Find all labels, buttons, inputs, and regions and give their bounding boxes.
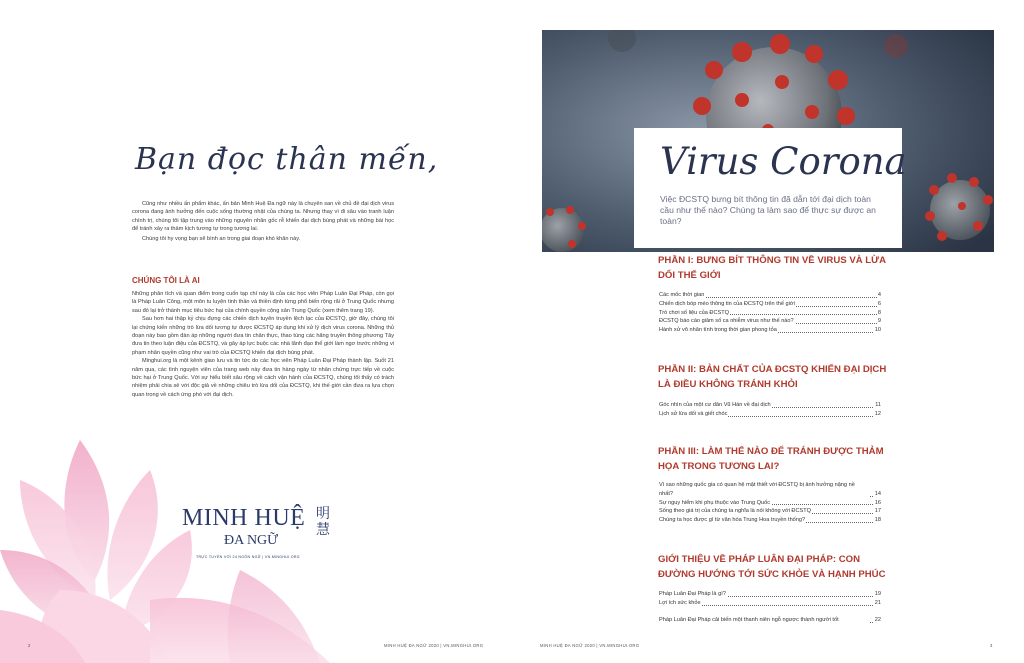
who-we-are-heading: CHÚNG TÔI LÀ AI: [132, 276, 200, 285]
toc-entry-label: Pháp Luân Đại Pháp cải biến một thanh niên ngỗ ngược thành người tốt: [659, 616, 870, 625]
toc-entry-page: 19: [874, 591, 881, 597]
toc-entry[interactable]: [659, 326, 881, 335]
toc-entry-label: Các mốc thời gian: [659, 292, 705, 298]
toc-section-title: PHẦN I: BƯNG BÍT THÔNG TIN VỀ VIRUS VÀ LỪA DỐI THẾ GIỚI: [658, 255, 886, 281]
who-paragraph: Minghui.org là một kênh giao lưu và tin tức do các học viên Pháp Luân Đại Pháp thành lập. Suốt 21 năm qua, các tình nguyện viên của trang web này đưa tin hàng ngày từ nhân chứng trực tiếp về cuộc bức hại ở Trung Quốc. Với sự hiểu biết sâu rộng về cách vận hành của ĐCSTQ, chúng tôi thấy có trách nhiệm phải chia sẻ với độc giả về những chiêu trò lừa dối của ĐCSTQ, khi thế giới cần đưa ra lựa chọn quan trọng về cách ứng phó với đại dịch.: [132, 358, 394, 398]
toc-entry-label: Chúng ta học được gì từ văn hóa Trung Hoa truyền thống?: [659, 517, 806, 524]
toc-entry-page: 10: [874, 327, 881, 334]
toc-entry[interactable]: [659, 401, 881, 410]
page-footer: MINH HUỆ ĐA NGỮ 2020 | VN.MINGHUI.ORG: [384, 643, 484, 648]
toc-entry-label: Lợi ích sức khỏe: [659, 599, 701, 606]
toc-entry-label: Pháp Luân Đại Pháp là gì?: [659, 591, 726, 597]
page-subtitle: Việc ĐCSTQ bưng bít thông tin đã dẫn tới đại dịch toàn cầu như thế nào? Chúng ta làm sao để thực sự được an toàn?: [660, 194, 876, 226]
toc-list: [659, 481, 881, 525]
page-number: 2: [28, 643, 31, 648]
toc-entry[interactable]: [659, 599, 881, 608]
toc-entry[interactable]: [659, 309, 881, 318]
toc-list: [659, 401, 881, 419]
toc-section-title: GIỚI THIỆU VỀ PHÁP LUÂN ĐẠI PHÁP: CON ĐƯỜNG HƯỚNG TỚI SỨC KHỎE VÀ HẠNH PHÚC: [658, 554, 886, 580]
toc-list: [659, 590, 881, 625]
right-page: [512, 0, 1024, 663]
intro-text: [132, 200, 394, 244]
toc-entry[interactable]: [659, 507, 881, 516]
toc-entry[interactable]: [659, 291, 881, 300]
toc-entry-page: 16: [874, 499, 881, 506]
toc-entry-page: 22: [874, 617, 881, 624]
toc-entry-page: 4: [877, 292, 881, 298]
toc-entry-page: 21: [874, 599, 881, 606]
toc-entry-label: Sống theo giá trị của chúng ta nghĩa là nói không với ĐCSTQ: [659, 508, 811, 515]
toc-section-title: PHẦN III: LÀM THẾ NÀO ĐỂ TRÁNH ĐƯỢC THẢM HỌA TRONG TƯƠNG LAI?: [658, 446, 884, 472]
toc-section-title: PHẦN II: BẢN CHẤT CỦA ĐCSTQ KHIẾN ĐẠI DỊCH LÀ ĐIỀU KHÔNG TRÁNH KHỎI: [658, 364, 887, 390]
who-we-are-text: [132, 290, 394, 399]
toc-entry[interactable]: [659, 516, 881, 525]
toc-entry[interactable]: [659, 410, 881, 419]
toc-entry[interactable]: [659, 300, 881, 309]
toc-entry-label: Hành xử vô nhân tính trong thời gian phong tỏa: [659, 327, 777, 334]
intro-paragraph: Chúng tôi hy vọng bạn sẽ bình an trong giai đoạn khó khăn này.: [142, 235, 301, 242]
toc-entry-label: Sự nguy hiểm khi phụ thuộc vào Trung Quốc: [659, 499, 771, 506]
greeting-heading: Bạn đọc thân mến,: [135, 142, 439, 177]
logo-tagline: TRỰC TUYẾN VỚI 24 NGÔN NGỮ | VN.MINGHUI.ORG: [196, 555, 300, 559]
logo-sub-text: ĐA NGỮ: [224, 533, 279, 548]
page-number: 3: [990, 643, 993, 648]
page-title: Virus Corona: [660, 140, 907, 183]
toc-entry-label: Trò chơi số liệu của ĐCSTQ: [659, 309, 729, 316]
toc-entry-page: 14: [874, 490, 881, 497]
minghui-logo: [182, 505, 330, 559]
toc-entry[interactable]: [659, 317, 881, 326]
toc-entry[interactable]: [659, 608, 881, 626]
toc-entry-page: 6: [877, 300, 881, 307]
who-paragraph: Những phân tích và quan điểm trong cuốn tạp chí này là của các học viên Pháp Luân Đại Pháp, còn gọi là Pháp Luân Công, một môn tu luyện tinh thần và thiền định từng phổ biến rộng rãi ở Trung Quốc nhưng sau đó lại trở thành mục tiêu bức hại của chính quyền cộng sản Trung Quốc (xem thêm trang 19).: [132, 291, 394, 314]
toc-entry-label: Vì sao những quốc gia có quan hệ mật thiết với ĐCSTQ bị ảnh hưởng nặng nề nhất?: [659, 481, 870, 499]
toc-entry-page: 8: [877, 309, 881, 316]
toc-entry-page: 17: [874, 508, 881, 515]
toc-entry-label: Góc nhìn của một cư dân Vũ Hán về đại dịch: [659, 402, 771, 408]
page-footer: MINH HUỆ ĐA NGỮ 2020 | VN.MINGHUI.ORG: [540, 643, 640, 648]
logo-chinese-text: 明慧: [316, 505, 330, 537]
toc-entry-label: Lịch sử lừa dối và giết chóc: [659, 410, 728, 417]
toc-entry-page: 12: [874, 410, 881, 417]
toc-entry-page: 9: [877, 318, 881, 325]
toc-entry[interactable]: [659, 590, 881, 599]
toc-entry-label: Chiến dịch bóp méo thông tin của ĐCSTQ trên thế giới: [659, 300, 795, 307]
intro-paragraph: Cũng như nhiều ấn phẩm khác, ấn bản Minh Huệ Đa ngữ này là chuyên san về chủ đề đại dịch virus corona đang ảnh hưởng đến cuộc sống thường nhật của chúng ta. Nhưng thay vì đi sâu vào tranh luận chính trị, chúng tôi tập trung vào những nguyên nhân gốc rễ khiến đại dịch bùng phát và những bài học để tránh xảy ra thảm kịch tương tự trong tương lai.: [132, 201, 394, 233]
toc-entry-label: ĐCSTQ báo cáo giảm số ca nhiễm virus như thế nào?: [659, 318, 794, 325]
toc-list: [659, 291, 881, 335]
toc-entry[interactable]: [659, 499, 881, 508]
toc-entry[interactable]: [659, 481, 881, 499]
who-paragraph: Sau hơn hai thập kỷ chịu đựng các chiến dịch tuyên truyền lệch lạc của ĐCSTQ, giờ đây, chúng tôi lại chứng kiến những trò lừa dối tương tự được ĐCSTQ áp dụng khi xử lý dịch virus corona. Những thủ đoạn này bao gồm đàn áp những người đưa tin chân thực, thao túng các hãng truyền thông phương Tây đưa tin theo luận điệu của ĐCSTQ, và gây áp lực buộc các nhà lãnh đạo thế giới làm ngơ trước những vi phạm nhân quyền cũng như vai trò của ĐCSTQ khiến đại dịch bùng phát.: [132, 316, 394, 356]
lotus-flower-image: [0, 440, 330, 663]
toc-entry-page: 11: [875, 402, 881, 408]
toc-entry-page: 18: [874, 517, 881, 524]
logo-main-text: MINH HUỆ: [182, 505, 306, 531]
